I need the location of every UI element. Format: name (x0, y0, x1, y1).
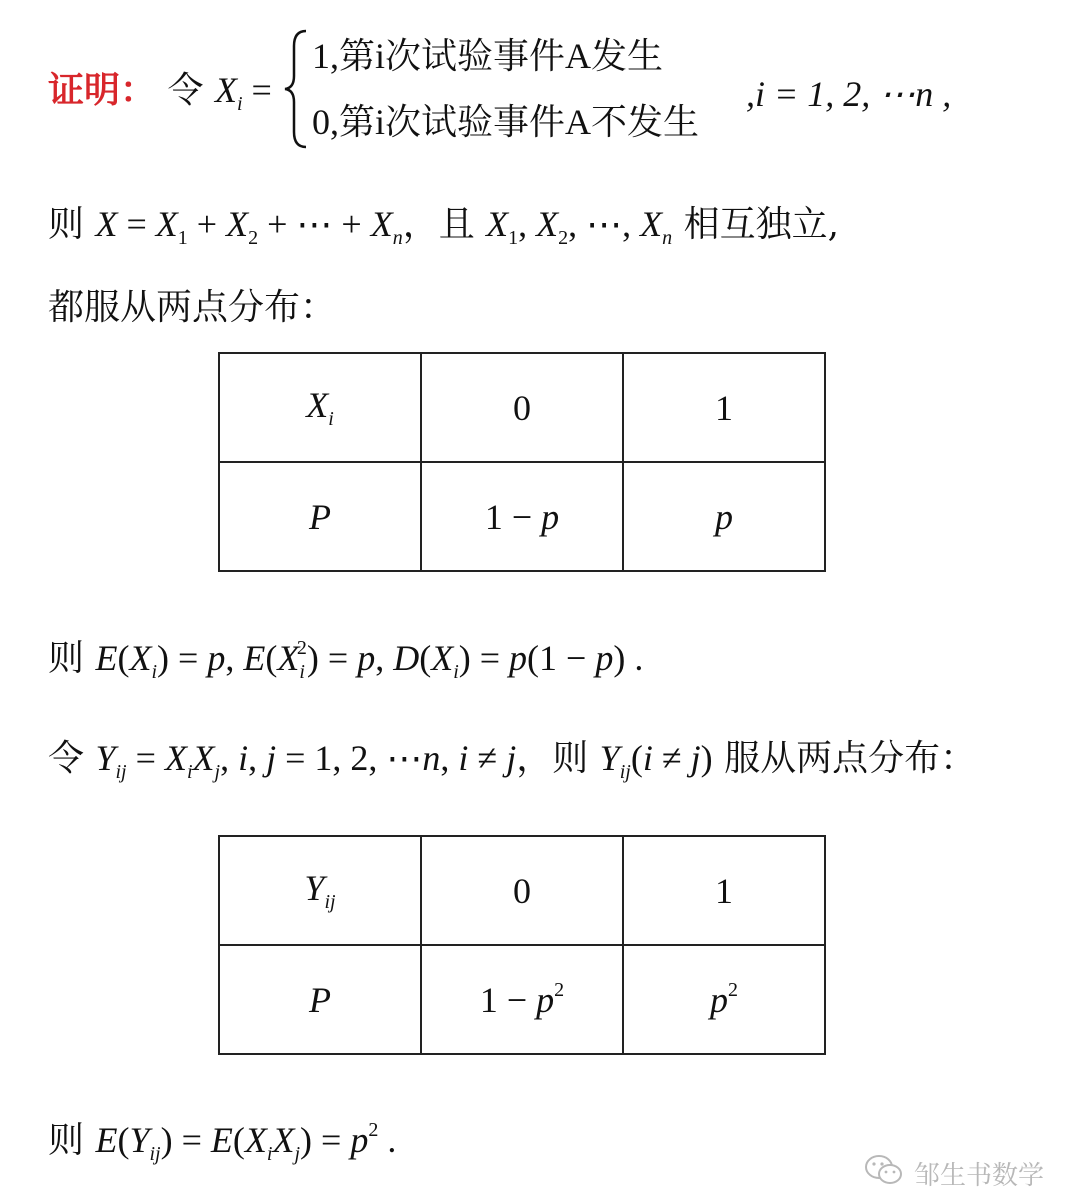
table-cell: 1 (623, 353, 825, 462)
case-zero-condition: 第i次试验事件A不发生 (339, 102, 700, 142)
yij-condition: $Y_{ij}(i \ne j)$ (599, 738, 713, 783)
table-cell: P (219, 945, 421, 1054)
case-one-condition: 第i次试验事件A发生 (339, 36, 664, 76)
two-point-text: 服从两点分布： (724, 738, 977, 779)
table-cell: $p^2$ (623, 945, 825, 1054)
yij-expectation: $E(Y_{ij}) = E(X_iX_j) = p^2$ . (95, 1119, 397, 1165)
independence-text: 相互独立, (683, 204, 840, 245)
then-word: 则 (48, 638, 85, 679)
and-word: ，且 (402, 204, 475, 245)
let-word: 令 (48, 738, 85, 779)
left-brace (282, 28, 310, 154)
then-word: 则 (48, 1120, 85, 1161)
table-cell: $1 - p^2$ (421, 945, 623, 1054)
table-cell: 1 (623, 836, 825, 945)
xi-distribution-table (218, 352, 826, 572)
proof-line-3: 都服从两点分布： (48, 287, 337, 328)
proof-label: 证明： (48, 69, 157, 111)
yij-distribution-table (218, 835, 826, 1055)
proof-line-6 (48, 1120, 396, 1164)
table-cell: P (219, 462, 421, 571)
watermark (864, 1153, 1044, 1194)
table-cell: $Y_{ij}$ (219, 836, 421, 945)
expectation-formula: $E(X_i) = p$, $E(X_i^2) = p$, $D(X_i) = p(1 - p)$ . (95, 637, 644, 683)
table-cell: 1 − p (421, 462, 623, 571)
wechat-icon (864, 1153, 904, 1194)
table-cell: 0 (421, 836, 623, 945)
table-row (219, 353, 825, 462)
table-cell: 0 (421, 353, 623, 462)
index-range: ,i = 1, 2, ⋯n , (746, 74, 952, 114)
xi-definition: $X_i$ = (214, 70, 272, 115)
proof-line-2 (48, 206, 839, 248)
watermark-text: 邹生书数学 (913, 1161, 1044, 1191)
yij-definition: $Y_{ij} = X_iX_j$, i, j = 1, 2, ⋯n, i ≠ j (95, 738, 517, 783)
let-word: 令 (167, 70, 204, 111)
proof-line-5 (48, 740, 976, 782)
case-one: 1,第i次试验事件A发生 (312, 36, 664, 76)
case-zero: 0,第i次试验事件A不发生 (312, 102, 700, 142)
independent-vars: $X_1$, $X_2$, ⋯, $X_n$ (486, 204, 673, 249)
then-word: 则 (48, 204, 85, 245)
table-cell: $X_i$ (219, 353, 421, 462)
sum-formula: $X = X_1 + X_2$ + ⋯ + $X_n$ (95, 204, 403, 249)
table-cell: p (623, 462, 825, 571)
table-row (219, 836, 825, 945)
then-word: ，则 (516, 738, 589, 779)
table-row (219, 945, 825, 1054)
proof-line-1 (48, 69, 272, 115)
table-row (219, 462, 825, 571)
proof-line-4 (48, 638, 643, 682)
